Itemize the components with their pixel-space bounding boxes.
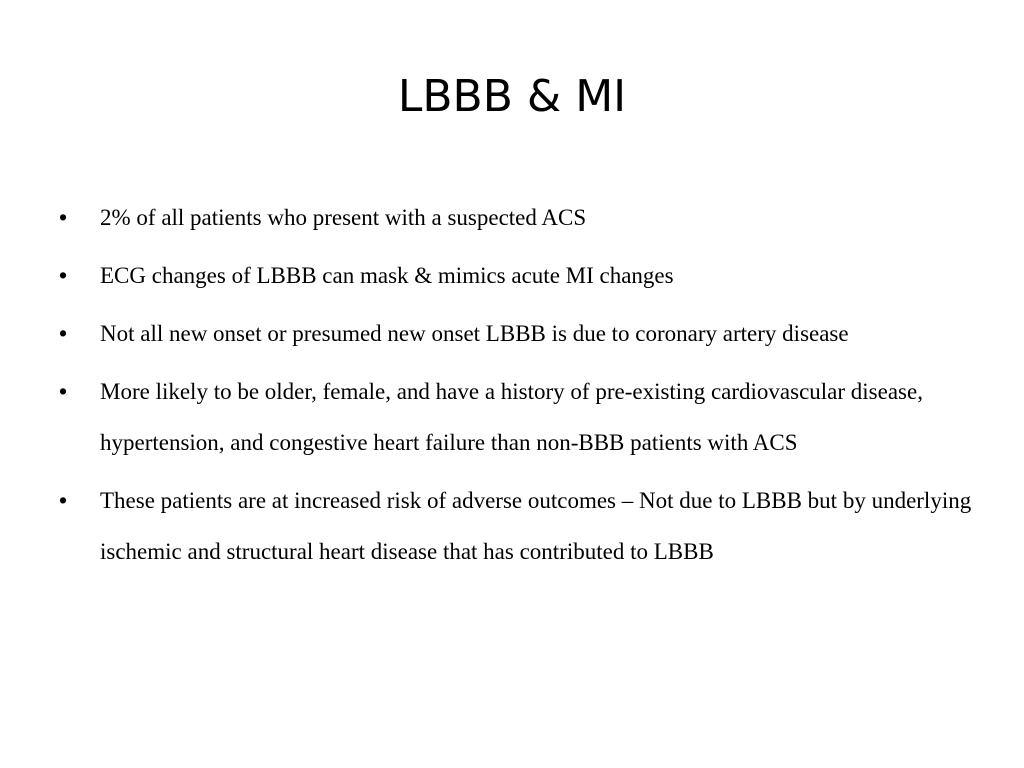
bullet-list [0, 192, 1024, 584]
bullet-text: 2% of all patients who present with a suspected ACS [100, 205, 587, 230]
bullet-text: More likely to be older, female, and have a history of pre-existing cardiovascular disease, hypertension, and congestive heart failure than non-BBB patients with ACS [100, 379, 923, 455]
bullet-item-5 [0, 475, 1024, 577]
bullet-text: ECG changes of LBBB can mask & mimics acute MI changes [100, 263, 674, 288]
bullet-item-1 [0, 192, 1024, 243]
bullet-text: Not all new onset or presumed new onset LBBB is due to coronary artery disease [100, 321, 849, 346]
bullet-marker: • [59, 204, 68, 230]
bullet-text: These patients are at increased risk of adverse outcomes – Not due to LBBB but by underlying ischemic and structural heart disease that has contributed to LBBB [100, 488, 972, 564]
bullet-item-4 [0, 366, 1024, 468]
bullet-marker: • [59, 262, 68, 288]
slide-title: LBBB & MI [397, 71, 627, 122]
bullet-marker: • [59, 487, 68, 513]
bullet-marker: • [59, 378, 68, 404]
bullet-marker: • [59, 320, 68, 346]
bullet-item-2 [0, 250, 1024, 301]
bullet-item-3 [0, 308, 1024, 359]
